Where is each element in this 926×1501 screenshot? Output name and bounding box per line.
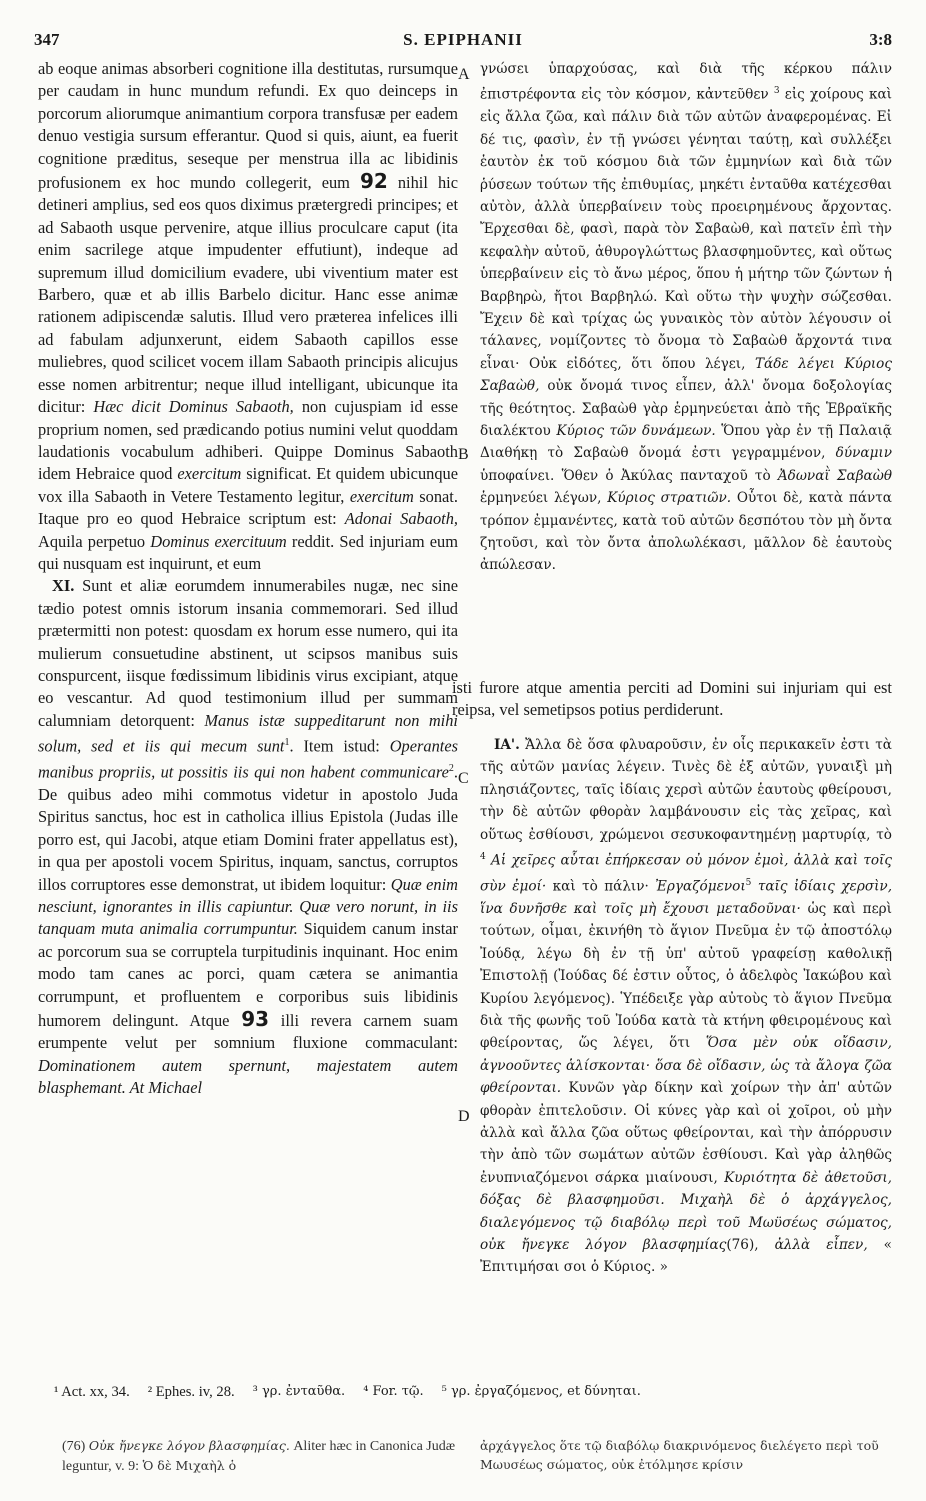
latin-bridge-line bbox=[452, 677, 892, 727]
latin-text: sonat. Itaque pro eo quod Hebraice scriptum est: bbox=[38, 486, 458, 529]
latin-text: nihil hic detineri amplius, sed eos quos diximus prætergredi principes; et ad Sabaoth usque pervenire, atque illius proculcare caput (ita enim sacrilege atque impudenter effutiunt), indeque ad supremum illud domicilium evadere, ubi viventium mater est Barbero, quæ et ab illis Barbelo dicitur. Hanc esse animæ rationem adipiscendæ salutis. Illud vero præterea infelices illi ad fabulam adjunxerunt, eidem Sabaoth capillos esse muliebres, quod scilicet vocem illam Sabaoth principis alicujus esse nomen arbitrentur; neque illud intelligant, ubicunque ita dicitur: bbox=[38, 173, 458, 417]
greek-quote: Ὅσα μὲν οὐκ οἴδασιν, ἀγνοοῦντες ἁλίσκονται· ὅσα δὲ οἴδασιν, ὡς τὰ ἄλογα ζῶα φθείρονται. bbox=[480, 1035, 892, 1097]
latin-bridge-text: isti furore atque amentia perciti ad Domini sui injuriam qui est reipsa, vel semetipsos potius perdiderunt. bbox=[452, 678, 892, 720]
greek-text: οὐκ ὄνομά τινος εἶπεν, ἀλλ' ὄνομα δοξολογίας τῆς θεότητος. Σαβαὼθ γὰρ ἑρμηνεύεται ἀπὸ τῆς Ἑβραϊκῆς διαλέκτου bbox=[480, 378, 892, 440]
latin-text: illi revera carnem suam erumpente velut per somnium fluxione commaculant: bbox=[38, 1011, 458, 1053]
footnote-ref-1: 1 bbox=[284, 737, 290, 749]
note-number: (76) bbox=[62, 1439, 86, 1454]
greek-quote: Ἀδωναῒ Σαβαὼθ bbox=[777, 467, 892, 484]
column-number-92: 92 bbox=[359, 169, 388, 194]
footnote-3: ³ γρ. ἐνταῦθα. bbox=[252, 1384, 346, 1399]
latin-text: reddit. Sed injuriam eum qui nusquam est inquirunt, et eum bbox=[38, 531, 458, 573]
greek-quote: ταῖς ἰδίαις χερσὶν, ἵνα δυνῆσθε καὶ τοῖς μὴ ἔχουσι μεταδοῦναι· bbox=[480, 878, 892, 917]
greek-quote: ἀλλὰ εἶπεν, bbox=[774, 1237, 868, 1253]
footnote-2: ² Ephes. iv, 28. bbox=[147, 1384, 235, 1400]
latin-quote: Hæc dicit Dominus Sabaoth, bbox=[93, 397, 294, 417]
greek-quote: δύναμιν bbox=[835, 445, 892, 462]
latin-quote: Dominationem autem spernunt, majestatem autem blasphemant. At Michael bbox=[38, 1055, 458, 1098]
latin-column bbox=[38, 58, 458, 1342]
greek-text: Οὗτοι δὲ, κατὰ πάντα τρόπον ἐμμανέντες, κατὰ τοῦ αὐτῶν δεσπότου τὸν μὴ ὄντα ζητοῦσι, καὶ τὸν ὄντα ἀπολωλέκασι, μᾶλλον δὲ ἑαυτοὺς ἀπώλεσαν. bbox=[480, 490, 892, 574]
greek-text: Ὅπου γὰρ ἐν τῇ Παλαιᾷ Διαθήκῃ τὸ Σαβαὼθ ὄνομά ἐστι γεγραμμένον, bbox=[480, 423, 892, 462]
section-marker-c: C bbox=[458, 770, 469, 787]
section-number-xi: XI. bbox=[52, 576, 75, 596]
greek-text: « Ἐπιτιμήσαι σοι ὁ Κύριος. » bbox=[480, 1237, 892, 1276]
latin-text: Siquidem canum instar ac porcorum sua se corruptela turpitudinis inquinant. Hoc enim modo tam canes ac porci, quam cætera se animantia corrumpunt, et profluentem e corporibus suis libidinis humorem delingunt. Atque bbox=[38, 919, 458, 1030]
footnote-5: ⁵ γρ. ἐργαζόμενος, et δύνηται. bbox=[441, 1384, 641, 1399]
footnote-ref-3: 3 bbox=[773, 86, 780, 97]
greek-column-lower bbox=[480, 734, 892, 1342]
greek-text: γνώσει ὑπαρχούσας, καὶ διὰ τῆς κέρκου πάλιν ἐπιστρέφοντα εἰς τὸν κόσμον, κἀντεῦθεν bbox=[480, 61, 892, 103]
latin-quote: Operantes manibus propriis, ut possitis iis qui non habent communicare bbox=[38, 736, 458, 782]
section-number-ia: ΙΑ'. bbox=[494, 737, 520, 753]
running-header bbox=[34, 30, 892, 56]
greek-text: εἰς χοίρους καὶ εἰς ἄλλα ζῶα, καὶ πάλιν διὰ τῶν αὐτῶν ἀναφερομένας. Εἰ δέ τις, φασὶν, ἐν τῇ γνώσει γένηται ταύτῃ, καὶ συλλέξει ἑαυτὸν ἐκ τοῦ κόσμου διὰ τῶν ἐμμηνίων καὶ διὰ τῶν ῥύσεων τούτων τῆς ἐπιθυμίας, μηκέτι ἐνταῦθα κατέχεσθαι αὐτὸν, ἀλλὰ ὑπερβαίνειν τοὺς προειρημένους ἄρχοντας. Ἔρχεσθαι δὲ, φασὶ, παρὰ τὸν Σαβαὼθ, καὶ πατεῖν ἐπὶ τὴν κεφαλὴν αὐτοῦ, ἀθυρογλώττως βλασφημοῦντες, καὶ οὕτως ὑπερβαίνειν εἰς τὸ ἄνω μέρος, ὅπου ἡ μήτηρ τῶν ζώντων ἡ Βαρβηρὼ, ἤτοι Βαρβηλώ. Καὶ οὕτω τὴν ψυχὴν σώζεσθαι. Ἔχειν δὲ καὶ τρίχας ὡς γυναικὸς τὸν αὐτὸν λέγουσιν οἱ τάλανες, νομίζοντες τὸ ὄνομα τὸ Σαβαὼθ ἄρχοντά τινα εἶναι· Οὐκ εἰδότες, ὅτι ὅπου λέγει, bbox=[480, 86, 892, 372]
greek-text: ἑρμηνεύει λέγων, bbox=[480, 490, 602, 507]
running-title: S. EPIPHANII bbox=[403, 30, 523, 49]
note-greek: ἀρχάγγελος ὅτε τῷ διαβόλῳ διακρινόμενος διελέγετο περὶ τοῦ Μωυσέως σώματος, οὐκ ἐτόλμησε κρίσιν bbox=[480, 1438, 879, 1472]
greek-quote: Ἐργαζόμενοι bbox=[655, 878, 746, 895]
note-greek: Ὁ δὲ Μιχαὴλ ὁ bbox=[142, 1458, 237, 1473]
latin-text: Aquila perpetuo bbox=[38, 531, 146, 551]
latin-quote: Dominus exercituum bbox=[150, 531, 287, 551]
greek-text: ὡς καὶ περὶ τούτων, οἶμαι, ἐκινήθη τὸ ἅγιον Πνεῦμα ἐν τῷ ἀποστόλῳ Ἰούδᾳ, λέγω δὴ ἐν τῇ ὑπ' αὐτοῦ γραφείσῃ καθολικῇ Ἐπιστολῇ (Ἰούδας δέ ἐστιν οὗτος, ὁ ἀδελφὸς Ἰακώβου καὶ Κυρίου λεγόμενος). Ὑπέδειξε γὰρ αὐτοὺς τὸ ἅγιον Πνεῦμα διὰ τῆς φωνῆς τοῦ Ἰούδα κατὰ τὰ κτήνη φθειρομένους καὶ φθείροντας, ὥς λέγει, ὅτι bbox=[480, 900, 892, 1052]
page-number-right: 3:8 bbox=[869, 30, 892, 49]
greek-quote: Αἱ χεῖρες αὗται ἐπήρκεσαν οὐ μόνον ἐμοὶ, ἀλλὰ καὶ τοῖς σὺν ἐμοί· bbox=[480, 852, 892, 895]
latin-text: significat. Et quidem ubicunque vox illa Sabaoth in Vetere Testamento legitur, bbox=[38, 464, 458, 506]
latin-text: non cujuspiam id esse proprium nomen, sed prædicando potius numini velut quoddam laudationis vocabulum adhiberi. Quippe Dominus Sabaoth idem Hebraice quod bbox=[38, 397, 458, 484]
section-marker-d: D bbox=[458, 1108, 470, 1125]
note-text: Aliter hæc in Canonica Judæ leguntur, v. 9: bbox=[62, 1439, 456, 1474]
greek-quote: Κύριος στρατιῶν. bbox=[607, 490, 732, 507]
greek-quote: Κύριος τῶν δυνάμεων. bbox=[556, 423, 716, 440]
latin-quote: Adonai Sabaoth, bbox=[344, 509, 458, 529]
greek-text: καὶ τὸ πάλιν· bbox=[552, 878, 649, 895]
greek-quote: Τάδε λέγει Κύριος Σαβαὼθ, bbox=[480, 355, 892, 395]
greek-text: Κυνῶν γὰρ δίκην καὶ χοίρων τὴν ἀπ' αὐτῶν φθορὰν ἐπιτελοῦσιν. Οἱ κύνες γὰρ καὶ οἱ χοῖροι, οὐ μὴν ἀλλὰ καὶ ἄλλα ζῶα οὕτως φθείρονται, καὶ τὴν ἀπόρρυσιν τὴν ἀπὸ τῶν σωμάτων αὐτῶν ἐσθίουσι. Καὶ γὰρ ἀληθῶς ἐνυπνιαζόμενοι σάρκα μιαίνουσι, bbox=[480, 1080, 892, 1186]
latin-quote: exercitum bbox=[349, 486, 414, 506]
latin-text: . Item istud: bbox=[289, 736, 380, 756]
editorial-note-right bbox=[480, 1436, 892, 1474]
footnote-ref-4: 4 bbox=[480, 852, 486, 863]
greek-paragraph-1 bbox=[480, 58, 892, 577]
footnote-4: ⁴ For. τῷ. bbox=[363, 1384, 424, 1399]
page-number-left: 347 bbox=[34, 30, 60, 49]
latin-text: . De quibus adeo mihi commotus videtur in apostolo Juda Spiritus sanctus, hoc est in catholica illius Epistola (Judas ille porro est, qui Jacobi, atque etiam Domini frater appellatus est), in qua per apostoli vocem Spiritus, inquam, sanctus, corruptos illos corruptores esse demonstrat, ut ibidem loquitur: bbox=[38, 762, 458, 894]
note-ref-76: (76), bbox=[726, 1237, 759, 1253]
note-greek: Οὐκ ἤνεγκε λόγον βλασφημίας. bbox=[88, 1438, 290, 1453]
latin-quote: exercitum bbox=[177, 464, 242, 484]
section-marker-b: B bbox=[458, 446, 469, 463]
footnote-1: ¹ Act. xx, 34. bbox=[54, 1384, 130, 1400]
footnote-ref-5: 5 bbox=[745, 877, 752, 888]
column-number-93: 93 bbox=[241, 1007, 270, 1031]
latin-quote: Manus istæ suppeditarunt non mihi solum, sed et iis qui mecum sunt bbox=[38, 710, 458, 756]
section-marker-a: A bbox=[458, 66, 470, 83]
greek-text: Ἄλλα δὲ ὅσα φλυαροῦσιν, ἐν οἷς περικακεῖν ἐστι τὰ τῆς αὐτῶν μανίας λέγειν. Τινὲς δὲ ἐξ αὐτῶν, γυναιξὶ μὴ πλησιάζοντες, ταῖς ἰδίαις χερσὶ αὐτῶν ἑαυτοὺς φθείρουσι, τὴν δὲ αὐτῶν φθορὰν λαμβάνουσιν εἰς τὰς χεῖρας, καὶ οὕτως ἐσθίουσι, χρώμενοι σεσυκοφαντημένῃ μαρτυρίᾳ, τὸ bbox=[480, 737, 892, 843]
latin-quote: Quæ enim nesciunt, ignorantes in illis capiuntur. Quæ vero norunt, in iis tanquam muta animalia corrumpuntur. bbox=[38, 874, 458, 939]
greek-paragraph-2 bbox=[480, 734, 892, 1279]
latin-paragraph-2 bbox=[38, 575, 458, 1099]
greek-column-upper bbox=[480, 58, 892, 674]
footnote-ref-2: 2 bbox=[448, 763, 454, 775]
footnotes bbox=[54, 1384, 896, 1410]
latin-text: Sunt et aliæ eorumdem innumerabiles nugæ, nec sine tædio potest omnis istorum insania commemorari. Sed illud prætermitti non potest: quosdam ex horum esse numero, qui ita mulierum consuetudine abstinent, ut scipsos manibus suis conspurcent, iisque fœdissimum libidinis virus excipiant, atque eo vescantur. Ad quod testimonium illud per summam calumniam detorquent: bbox=[38, 576, 458, 730]
editorial-note-left bbox=[62, 1436, 458, 1476]
greek-quote: Κυριότητα δὲ ἀθετοῦσι, δόξας δὲ βλασφημοῦσι. Μιχαὴλ δὲ ὁ ἀρχάγγελος, διαλεγόμενος τῷ διαβόλῳ περὶ τοῦ Μωϋσέως σώματος, οὐκ ἤνεγκε λόγον βλασφημίας bbox=[480, 1169, 892, 1253]
greek-text: ὑποφαίνει. Ὅθεν ὁ Ἀκύλας πανταχοῦ τὸ bbox=[480, 467, 771, 484]
latin-text: ab eoque animas absorberi cognitione illa destitutas, rursumque per caudam in hunc mundum refundi. Ex quo deinceps in porcorum aliorumque animantium corpora transfusæ per eadem denuo vestigia sursum efferantur. Quod si quis, aiunt, ea fuerit cognitione præditus, seseque per menstrua illa ac libidinis profusionem ex hoc mundo collegerit, eum bbox=[38, 59, 458, 193]
latin-paragraph-1 bbox=[38, 58, 458, 575]
